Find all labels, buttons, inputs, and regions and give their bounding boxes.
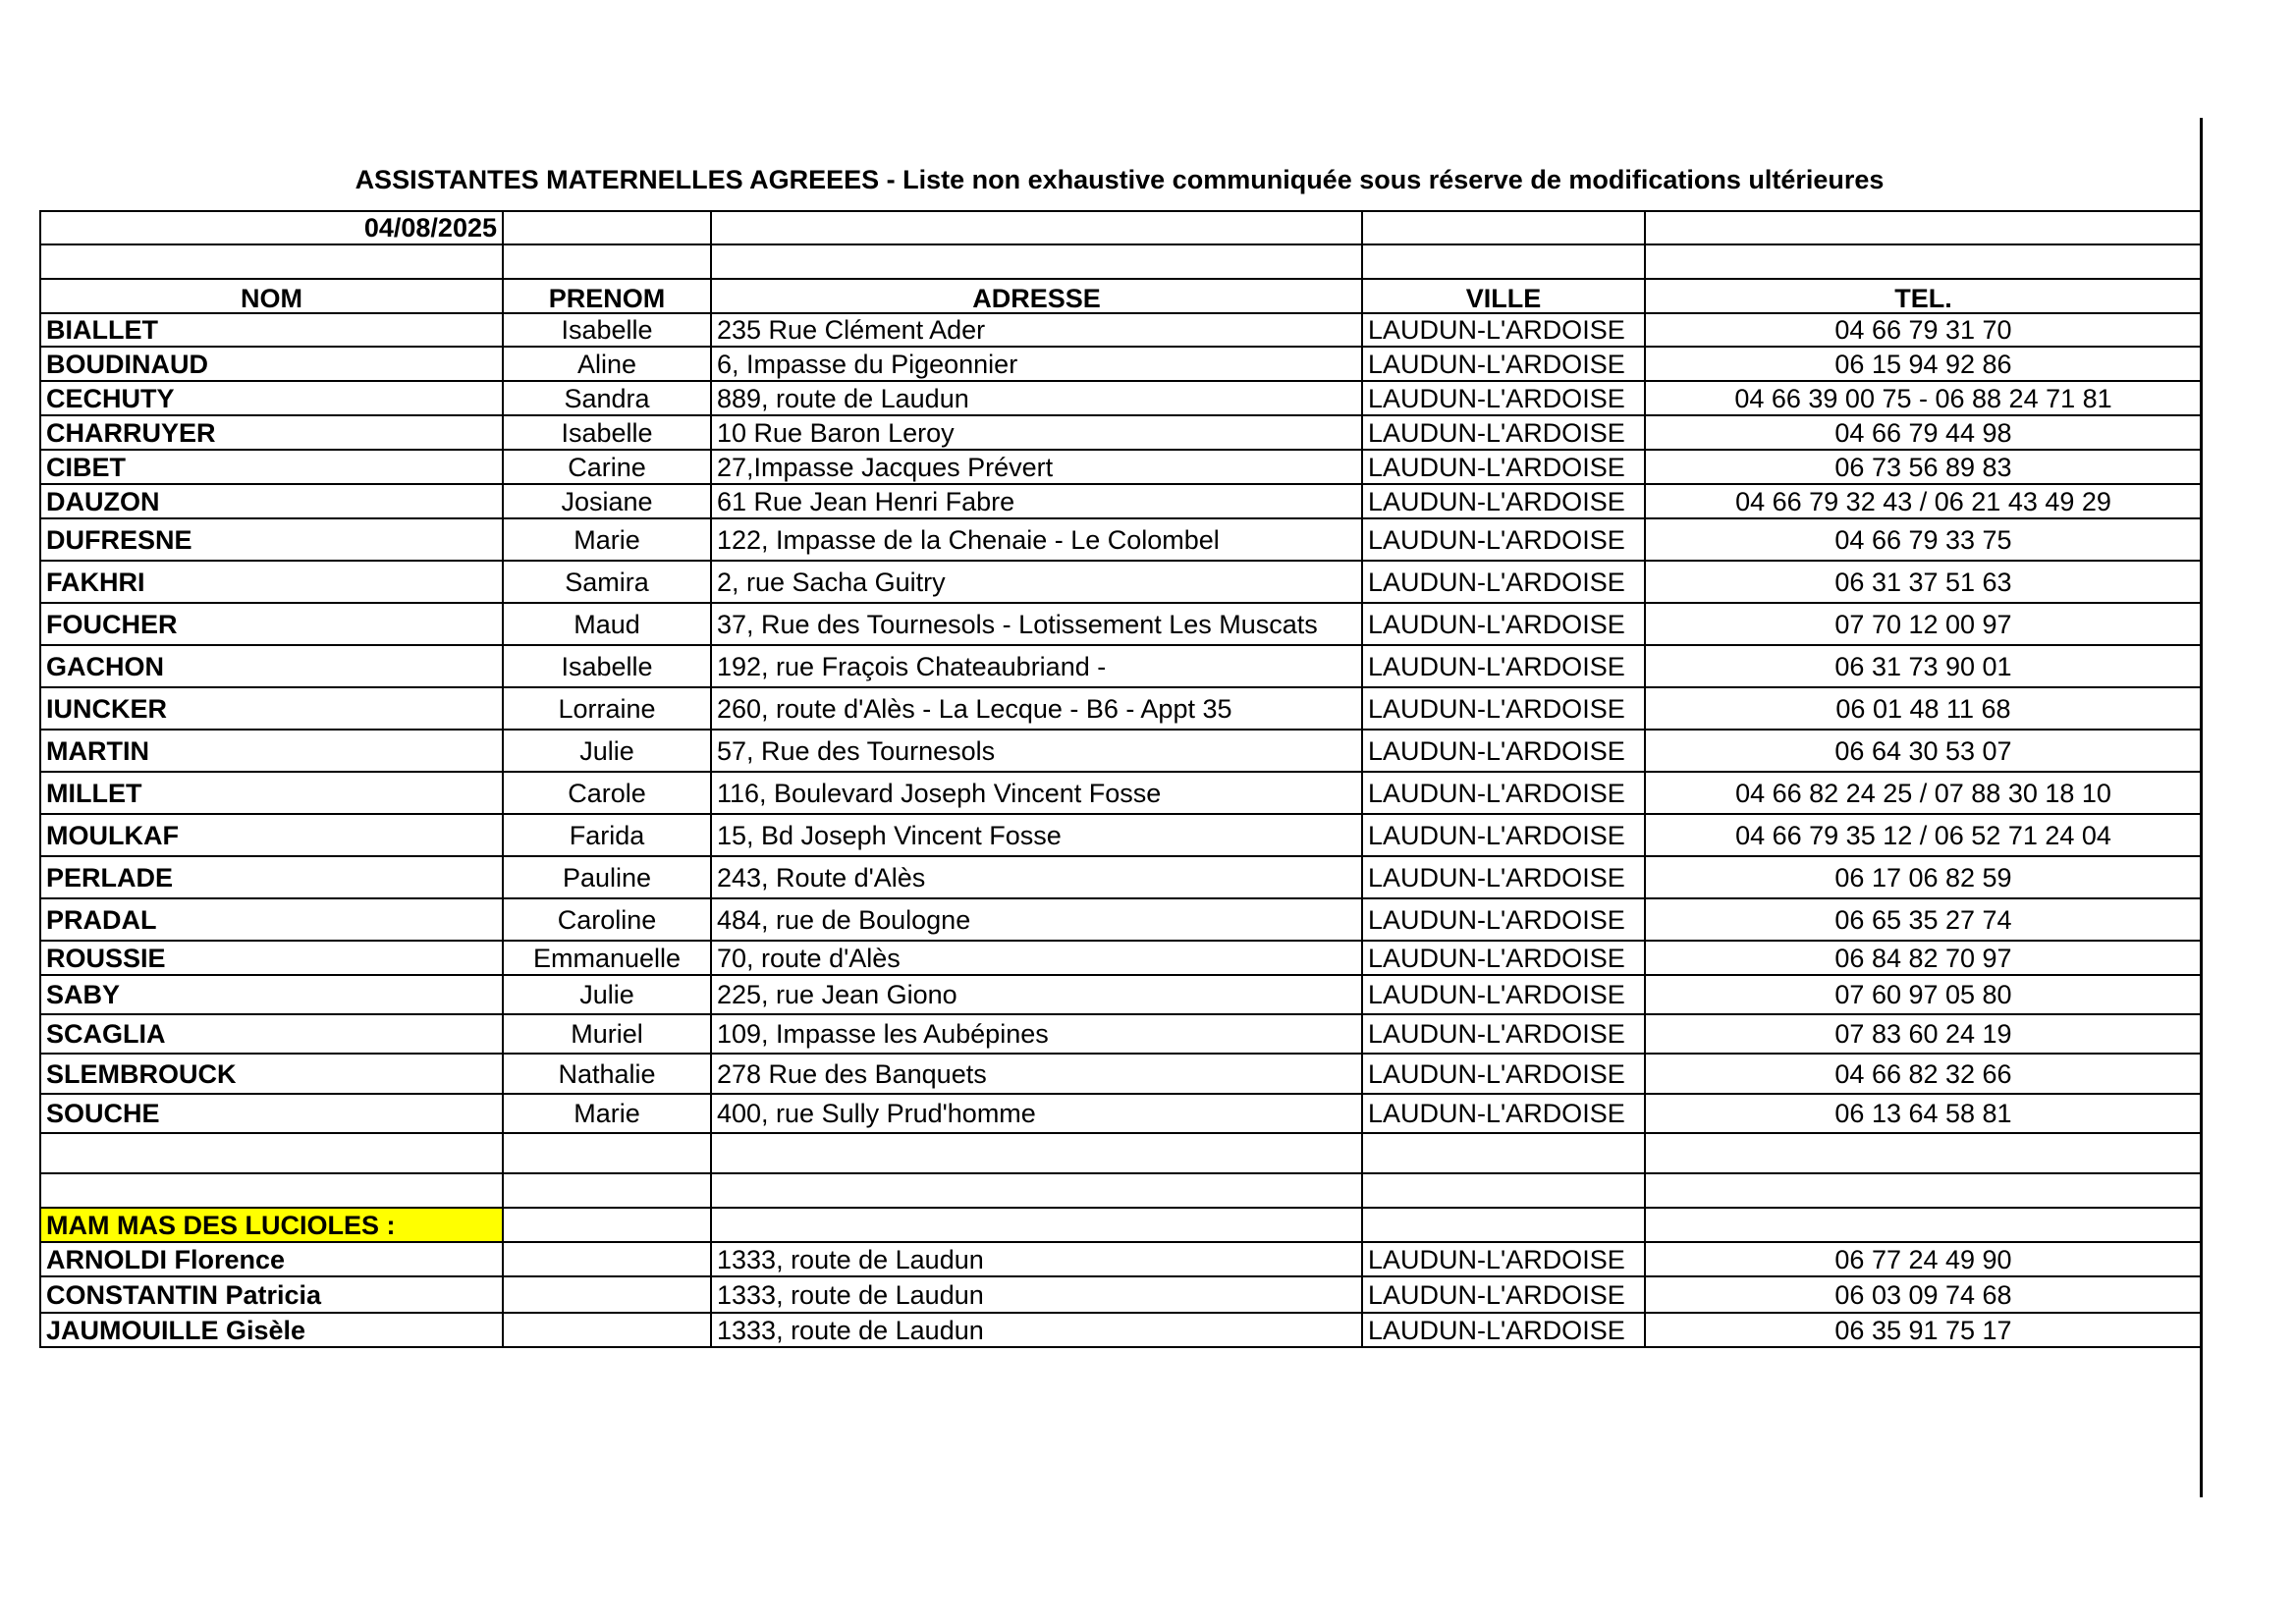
cell-tel: 06 35 91 75 17 (1645, 1313, 2202, 1347)
cell-nom: IUNCKER (40, 687, 503, 730)
table-row (40, 1094, 2202, 1133)
cell-tel: 04 66 79 31 70 (1645, 313, 2202, 347)
header-ville: VILLE (1362, 279, 1645, 313)
cell-tel: 06 73 56 89 83 (1645, 450, 2202, 484)
cell-prenom: Sandra (503, 381, 711, 415)
cell-ville: LAUDUN-L'ARDOISE (1362, 518, 1645, 561)
table-row (40, 898, 2202, 941)
header-adresse: ADRESSE (711, 279, 1362, 313)
table-row (40, 1313, 2202, 1347)
table-row (40, 518, 2202, 561)
cell-prenom: Carole (503, 772, 711, 814)
cell-nom: ARNOLDI Florence (40, 1242, 503, 1276)
cell-prenom: Lorraine (503, 687, 711, 730)
cell-nom: BIALLET (40, 313, 503, 347)
cell-nom: DUFRESNE (40, 518, 503, 561)
cell-tel: 04 66 79 33 75 (1645, 518, 2202, 561)
table-row (40, 561, 2202, 603)
cell-prenom: Aline (503, 347, 711, 381)
cell-tel: 04 66 79 32 43 / 06 21 43 49 29 (1645, 484, 2202, 518)
cell-prenom: Marie (503, 518, 711, 561)
table-row (40, 1014, 2202, 1054)
cell-tel: 07 70 12 00 97 (1645, 603, 2202, 645)
table-row (40, 381, 2202, 415)
cell-prenom: Muriel (503, 1014, 711, 1054)
table-row (40, 603, 2202, 645)
cell-adresse: 10 Rue Baron Leroy (711, 415, 1362, 450)
cell-nom: FOUCHER (40, 603, 503, 645)
date-cell: 04/08/2025 (40, 211, 503, 244)
table-row (40, 313, 2202, 347)
cell-prenom: Pauline (503, 856, 711, 898)
cell-ville: LAUDUN-L'ARDOISE (1362, 975, 1645, 1014)
cell-nom: SLEMBROUCK (40, 1054, 503, 1094)
cell-prenom: Emmanuelle (503, 941, 711, 975)
cell-adresse: 109, Impasse les Aubépines (711, 1014, 1362, 1054)
cell-prenom: Carine (503, 450, 711, 484)
cell-nom: CIBET (40, 450, 503, 484)
table-row (40, 772, 2202, 814)
cell-tel: 06 31 37 51 63 (1645, 561, 2202, 603)
cell-ville: LAUDUN-L'ARDOISE (1362, 941, 1645, 975)
cell-tel: 06 15 94 92 86 (1645, 347, 2202, 381)
table-row (40, 730, 2202, 772)
table-row (40, 975, 2202, 1014)
mam-label: MAM MAS DES LUCIOLES : (40, 1208, 503, 1242)
cell-adresse: 70, route d'Alès (711, 941, 1362, 975)
table-row (40, 450, 2202, 484)
table-row (40, 1276, 2202, 1313)
cell-nom: DAUZON (40, 484, 503, 518)
cell-tel: 04 66 82 24 25 / 07 88 30 18 10 (1645, 772, 2202, 814)
cell-adresse: 235 Rue Clément Ader (711, 313, 1362, 347)
cell-adresse: 27,Impasse Jacques Prévert (711, 450, 1362, 484)
cell-prenom: Maud (503, 603, 711, 645)
cell-nom: CHARRUYER (40, 415, 503, 450)
table-row (40, 687, 2202, 730)
cell-tel: 06 17 06 82 59 (1645, 856, 2202, 898)
cell-prenom (503, 1242, 711, 1276)
cell-adresse: 1333, route de Laudun (711, 1276, 1362, 1313)
cell-ville: LAUDUN-L'ARDOISE (1362, 313, 1645, 347)
cell-adresse: 122, Impasse de la Chenaie - Le Colombel (711, 518, 1362, 561)
cell-tel: 07 60 97 05 80 (1645, 975, 2202, 1014)
cell-prenom: Samira (503, 561, 711, 603)
cell-nom: CECHUTY (40, 381, 503, 415)
table-row (40, 1054, 2202, 1094)
cell-tel: 06 03 09 74 68 (1645, 1276, 2202, 1313)
cell-tel: 06 13 64 58 81 (1645, 1094, 2202, 1133)
cell-ville: LAUDUN-L'ARDOISE (1362, 603, 1645, 645)
header-nom: NOM (40, 279, 503, 313)
cell-ville: LAUDUN-L'ARDOISE (1362, 687, 1645, 730)
cell-prenom: Julie (503, 730, 711, 772)
cell-adresse: 57, Rue des Tournesols (711, 730, 1362, 772)
cell-ville: LAUDUN-L'ARDOISE (1362, 898, 1645, 941)
cell-prenom: Josiane (503, 484, 711, 518)
cell-adresse: 484, rue de Boulogne (711, 898, 1362, 941)
cell-adresse: 192, rue Fraçois Chateaubriand - (711, 645, 1362, 687)
cell-nom: FAKHRI (40, 561, 503, 603)
cell-ville: LAUDUN-L'ARDOISE (1362, 347, 1645, 381)
cell-nom: MILLET (40, 772, 503, 814)
cell-ville: LAUDUN-L'ARDOISE (1362, 1276, 1645, 1313)
cell-nom: BOUDINAUD (40, 347, 503, 381)
cell-nom: SABY (40, 975, 503, 1014)
cell-tel: 04 66 79 35 12 / 06 52 71 24 04 (1645, 814, 2202, 856)
cell-ville: LAUDUN-L'ARDOISE (1362, 1313, 1645, 1347)
cell-tel: 06 84 82 70 97 (1645, 941, 2202, 975)
mam-section-row (40, 1208, 2202, 1242)
cell-tel: 06 01 48 11 68 (1645, 687, 2202, 730)
cell-ville: LAUDUN-L'ARDOISE (1362, 1014, 1645, 1054)
cell-tel: 04 66 39 00 75 - 06 88 24 71 81 (1645, 381, 2202, 415)
table-row (40, 484, 2202, 518)
cell-adresse: 116, Boulevard Joseph Vincent Fosse (711, 772, 1362, 814)
cell-prenom: Farida (503, 814, 711, 856)
page-title: ASSISTANTES MATERNELLES AGREEES - Liste non exhaustive communiquée sous réserve de modifications ultérieures (355, 165, 1885, 194)
cell-adresse: 1333, route de Laudun (711, 1313, 1362, 1347)
cell-prenom (503, 1276, 711, 1313)
cell-ville: LAUDUN-L'ARDOISE (1362, 856, 1645, 898)
cell-adresse: 61 Rue Jean Henri Fabre (711, 484, 1362, 518)
cell-prenom: Marie (503, 1094, 711, 1133)
cell-ville: LAUDUN-L'ARDOISE (1362, 450, 1645, 484)
cell-adresse: 1333, route de Laudun (711, 1242, 1362, 1276)
cell-prenom: Nathalie (503, 1054, 711, 1094)
cell-prenom: Isabelle (503, 415, 711, 450)
cell-adresse: 889, route de Laudun (711, 381, 1362, 415)
empty-row (40, 1173, 2202, 1208)
cell-prenom: Julie (503, 975, 711, 1014)
cell-nom: SCAGLIA (40, 1014, 503, 1054)
cell-adresse: 6, Impasse du Pigeonnier (711, 347, 1362, 381)
cell-tel: 06 77 24 49 90 (1645, 1242, 2202, 1276)
cell-adresse: 278 Rue des Banquets (711, 1054, 1362, 1094)
header-tel: TEL. (1645, 279, 2202, 313)
table-row (40, 415, 2202, 450)
table-row (40, 941, 2202, 975)
cell-prenom (503, 1313, 711, 1347)
table-row (40, 1242, 2202, 1276)
header-prenom: PRENOM (503, 279, 711, 313)
cell-nom: MOULKAF (40, 814, 503, 856)
cell-adresse: 225, rue Jean Giono (711, 975, 1362, 1014)
cell-prenom: Caroline (503, 898, 711, 941)
cell-ville: LAUDUN-L'ARDOISE (1362, 1242, 1645, 1276)
cell-ville: LAUDUN-L'ARDOISE (1362, 645, 1645, 687)
empty-row (40, 1133, 2202, 1173)
cell-ville: LAUDUN-L'ARDOISE (1362, 415, 1645, 450)
cell-ville: LAUDUN-L'ARDOISE (1362, 381, 1645, 415)
cell-prenom: Isabelle (503, 645, 711, 687)
cell-ville: LAUDUN-L'ARDOISE (1362, 1094, 1645, 1133)
cell-nom: MARTIN (40, 730, 503, 772)
cell-adresse: 2, rue Sacha Guitry (711, 561, 1362, 603)
cell-tel: 06 31 73 90 01 (1645, 645, 2202, 687)
empty-row (40, 244, 2202, 279)
cell-nom: GACHON (40, 645, 503, 687)
cell-nom: CONSTANTIN Patricia (40, 1276, 503, 1313)
cell-tel: 06 65 35 27 74 (1645, 898, 2202, 941)
childminder-table (39, 210, 2203, 1348)
table-row (40, 645, 2202, 687)
cell-ville: LAUDUN-L'ARDOISE (1362, 561, 1645, 603)
header-row (40, 279, 2202, 313)
table-row (40, 814, 2202, 856)
cell-ville: LAUDUN-L'ARDOISE (1362, 814, 1645, 856)
cell-ville: LAUDUN-L'ARDOISE (1362, 1054, 1645, 1094)
cell-nom: PRADAL (40, 898, 503, 941)
cell-tel: 04 66 79 44 98 (1645, 415, 2202, 450)
cell-ville: LAUDUN-L'ARDOISE (1362, 772, 1645, 814)
cell-nom: ROUSSIE (40, 941, 503, 975)
cell-nom: SOUCHE (40, 1094, 503, 1133)
date-row (40, 211, 2202, 244)
cell-adresse: 400, rue Sully Prud'homme (711, 1094, 1362, 1133)
cell-prenom: Isabelle (503, 313, 711, 347)
cell-adresse: 15, Bd Joseph Vincent Fosse (711, 814, 1362, 856)
cell-ville: LAUDUN-L'ARDOISE (1362, 484, 1645, 518)
cell-tel: 07 83 60 24 19 (1645, 1014, 2202, 1054)
cell-nom: PERLADE (40, 856, 503, 898)
cell-nom: JAUMOUILLE Gisèle (40, 1313, 503, 1347)
cell-tel: 04 66 82 32 66 (1645, 1054, 2202, 1094)
cell-adresse: 260, route d'Alès - La Lecque - B6 - Appt 35 (711, 687, 1362, 730)
cell-adresse: 243, Route d'Alès (711, 856, 1362, 898)
table-row (40, 347, 2202, 381)
cell-ville: LAUDUN-L'ARDOISE (1362, 730, 1645, 772)
cell-tel: 06 64 30 53 07 (1645, 730, 2202, 772)
table-row (40, 856, 2202, 898)
cell-adresse: 37, Rue des Tournesols - Lotissement Les Muscats (711, 603, 1362, 645)
